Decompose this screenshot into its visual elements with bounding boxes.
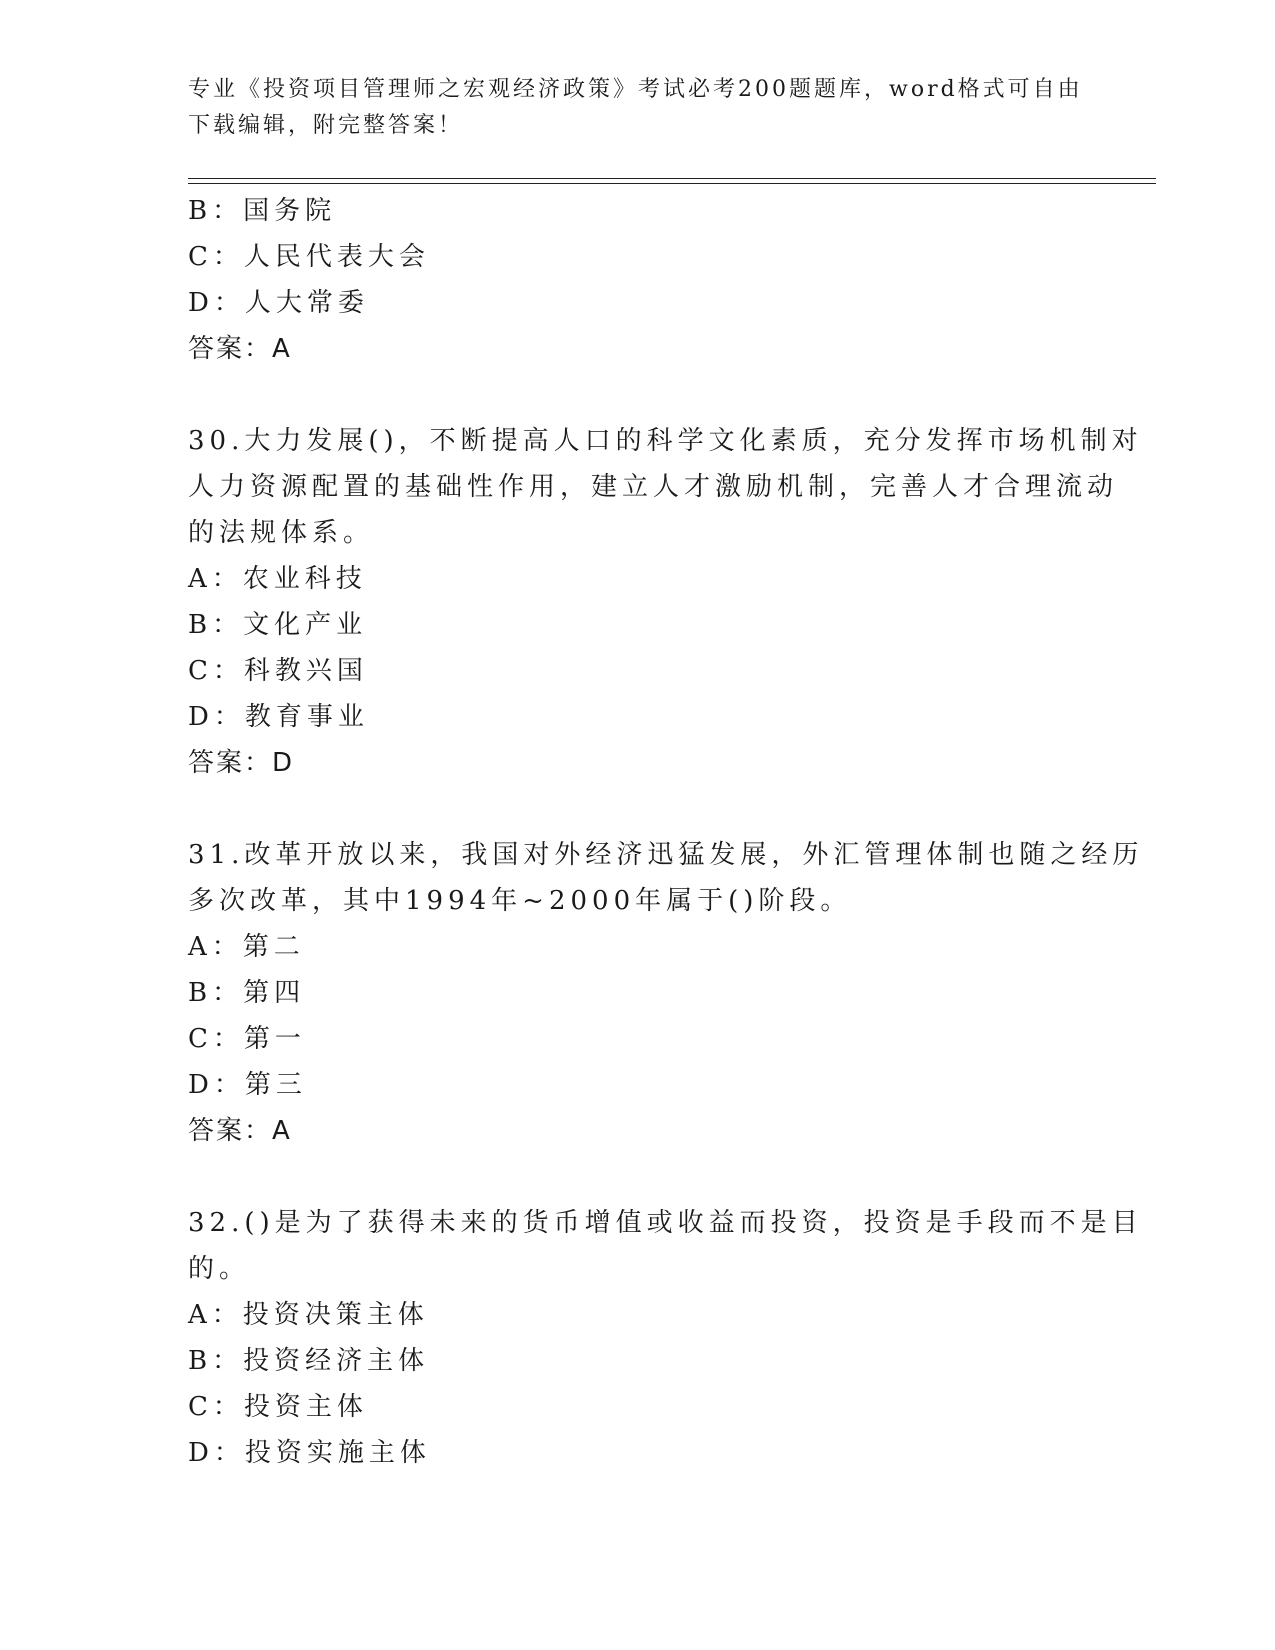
option-d: D：投资实施主体 [188, 1438, 431, 1468]
answer-line: 答案：D [188, 748, 295, 778]
document-body [188, 188, 1144, 1476]
option-c: C：科教兴国 [188, 656, 368, 686]
option-a: A：农业科技 [188, 564, 367, 594]
question-text-line: 31.改革开放以来，我国对外经济迅猛发展，外汇管理体制也随之经历 [188, 840, 1144, 870]
option-d: D：人大常委 [188, 288, 369, 318]
question-32 [188, 1200, 1143, 1476]
spacer [188, 786, 1088, 832]
question-text-line: 的法规体系。 [188, 518, 375, 548]
question-text-line: 人力资源配置的基础性作用，建立人才激励机制，完善人才合理流动 [188, 472, 1119, 502]
header-rule-bottom [188, 183, 1156, 184]
question-30 [188, 418, 1143, 786]
question-text-line: 多次改革，其中1994年~2000年属于()阶段。 [188, 886, 852, 916]
option-b: B：国务院 [188, 196, 337, 226]
question-31 [188, 832, 1144, 1154]
option-c: C：第一 [188, 1024, 306, 1054]
answer-line: 答案：A [188, 1116, 292, 1146]
option-d: D：教育事业 [188, 702, 369, 732]
option-b: B：第四 [188, 978, 306, 1008]
question-text-line: 32.()是为了获得未来的货币增值或收益而投资，投资是手段而不是目 [188, 1208, 1143, 1238]
spacer [188, 1154, 1088, 1200]
option-a: A：投资决策主体 [188, 1300, 429, 1330]
question-text-line: 30.大力发展()，不断提高人口的科学文化素质，充分发挥市场机制对 [188, 426, 1143, 456]
option-c: C：人民代表大会 [188, 242, 430, 272]
answer-line: 答案：A [188, 334, 292, 364]
spacer [188, 372, 1088, 418]
header-line-1: 专业《投资项目管理师之宏观经济政策》考试必考200题题库，word格式可自由 [188, 77, 1083, 102]
header-line-2: 下载编辑，附完整答案！ [188, 113, 464, 138]
question-text-line: 的。 [188, 1254, 251, 1284]
header-rule-top [188, 178, 1156, 179]
option-c: C：投资主体 [188, 1392, 368, 1422]
prev-question [188, 188, 1088, 372]
option-d: D：第三 [188, 1070, 307, 1100]
option-a: A：第二 [188, 932, 305, 962]
option-b: B：投资经济主体 [188, 1346, 430, 1376]
document-header [188, 72, 1088, 144]
option-b: B：文化产业 [188, 610, 368, 640]
